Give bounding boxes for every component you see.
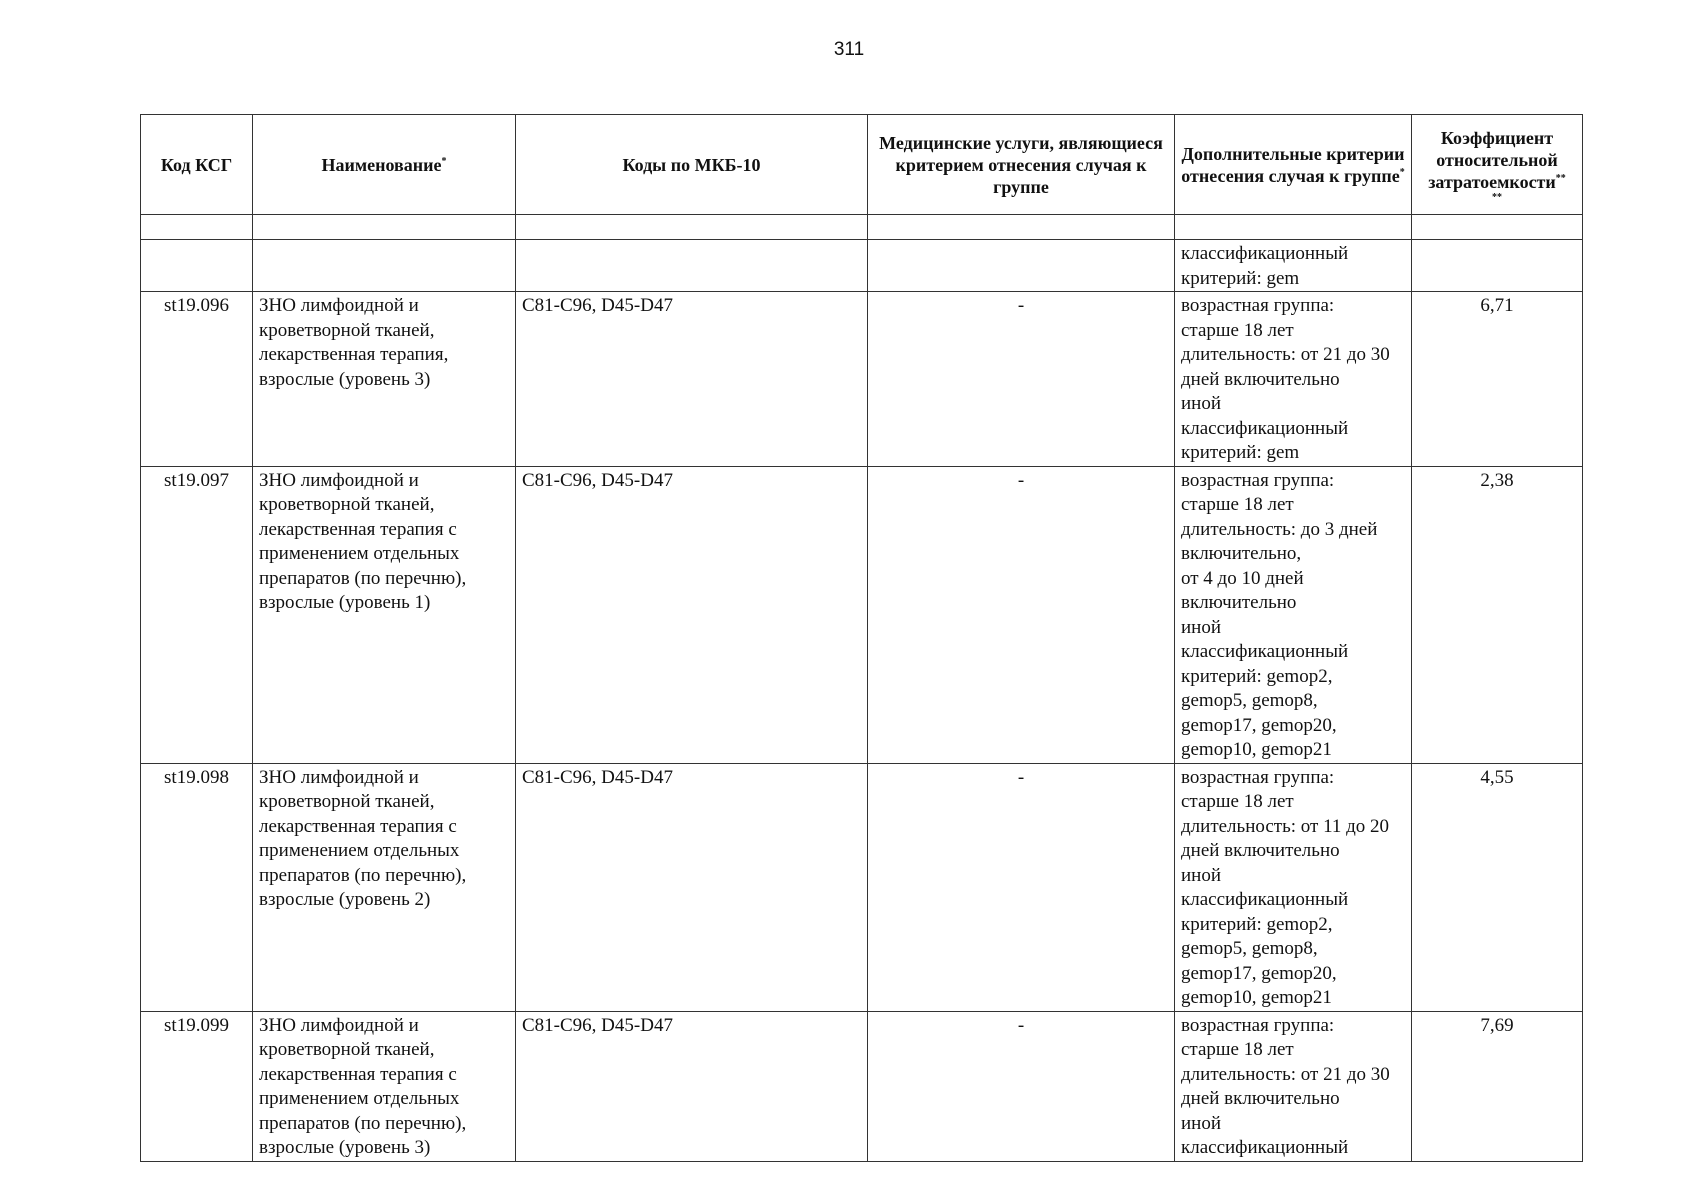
cell-icd: C81-C96, D45-D47 xyxy=(516,466,868,763)
cell-services: - xyxy=(868,292,1175,467)
cell-name: ЗНО лимфоидной и кроветворной тканей, лекарственная терапия, взрослые (уровень 3) xyxy=(253,292,516,467)
cell-extra-criteria: классификационный критерий: gem xyxy=(1175,240,1412,292)
cell-code: st19.098 xyxy=(141,763,253,1011)
cell-icd: C81-C96, D45-D47 xyxy=(516,292,868,467)
header-services: Медицинские услуги, являющиеся критерием отнесения случая к группе xyxy=(868,115,1175,215)
table-row-continuation xyxy=(141,240,1583,292)
footnote-mark: * xyxy=(441,155,447,167)
cell-extra-criteria: возрастная группа: старше 18 лет длительность: до 3 дней включительно, от 4 до 10 дней включительно иной классификационный критерий: gemop2, gemop5, gemop8, gemop17, gemop20, gemop10, gemop21 xyxy=(1175,466,1412,763)
table-header-row xyxy=(141,115,1583,215)
cell-name: ЗНО лимфоидной и кроветворной тканей, лекарственная терапия с применением отдельных препаратов (по перечню), взрослые (уровень 1) xyxy=(253,466,516,763)
table-row xyxy=(141,763,1583,1011)
ksg-table xyxy=(140,114,1583,1162)
header-name: Наименование* xyxy=(253,115,516,215)
cell-extra-criteria: возрастная группа: старше 18 лет длительность: от 21 до 30 дней включительно иной классификационный xyxy=(1175,1011,1412,1161)
table-spacer-row xyxy=(141,215,1583,240)
cell-code: st19.096 xyxy=(141,292,253,467)
cell-coefficient: 7,69 xyxy=(1412,1011,1583,1161)
header-code: Код КСГ xyxy=(141,115,253,215)
cell-coefficient: 4,55 xyxy=(1412,763,1583,1011)
cell-name: ЗНО лимфоидной и кроветворной тканей, лекарственная терапия с применением отдельных препаратов (по перечню), взрослые (уровень 2) xyxy=(253,763,516,1011)
header-coefficient: Коэффициент относительной затратоемкости** ** xyxy=(1412,115,1583,215)
footnote-mark: * xyxy=(1399,166,1405,178)
page-number: 311 xyxy=(833,39,865,60)
cell-services: - xyxy=(868,466,1175,763)
header-extra-criteria: Дополнительные критерии отнесения случая к группе* xyxy=(1175,115,1412,215)
cell-icd: C81-C96, D45-D47 xyxy=(516,763,868,1011)
cell-extra-criteria: возрастная группа: старше 18 лет длительность: от 11 до 20 дней включительно иной классификационный критерий: gemop2, gemop5, gemop8, gemop17, gemop20, gemop10, gemop21 xyxy=(1175,763,1412,1011)
cell-coefficient: 6,71 xyxy=(1412,292,1583,467)
header-icd: Коды по МКБ-10 xyxy=(516,115,868,215)
footnote-mark: ** xyxy=(1555,172,1566,184)
cell-icd: C81-C96, D45-D47 xyxy=(516,1011,868,1161)
cell-services: - xyxy=(868,763,1175,1011)
cell-extra-criteria: возрастная группа: старше 18 лет длительность: от 21 до 30 дней включительно иной классификационный критерий: gem xyxy=(1175,292,1412,467)
table-row xyxy=(141,292,1583,467)
cell-services: - xyxy=(868,1011,1175,1161)
table-row xyxy=(141,1011,1583,1161)
cell-name: ЗНО лимфоидной и кроветворной тканей, лекарственная терапия с применением отдельных препаратов (по перечню), взрослые (уровень 3) xyxy=(253,1011,516,1161)
cell-code: st19.099 xyxy=(141,1011,253,1161)
table-row xyxy=(141,466,1583,763)
cell-code: st19.097 xyxy=(141,466,253,763)
footnote-mark: ** xyxy=(1492,191,1502,203)
cell-coefficient: 2,38 xyxy=(1412,466,1583,763)
